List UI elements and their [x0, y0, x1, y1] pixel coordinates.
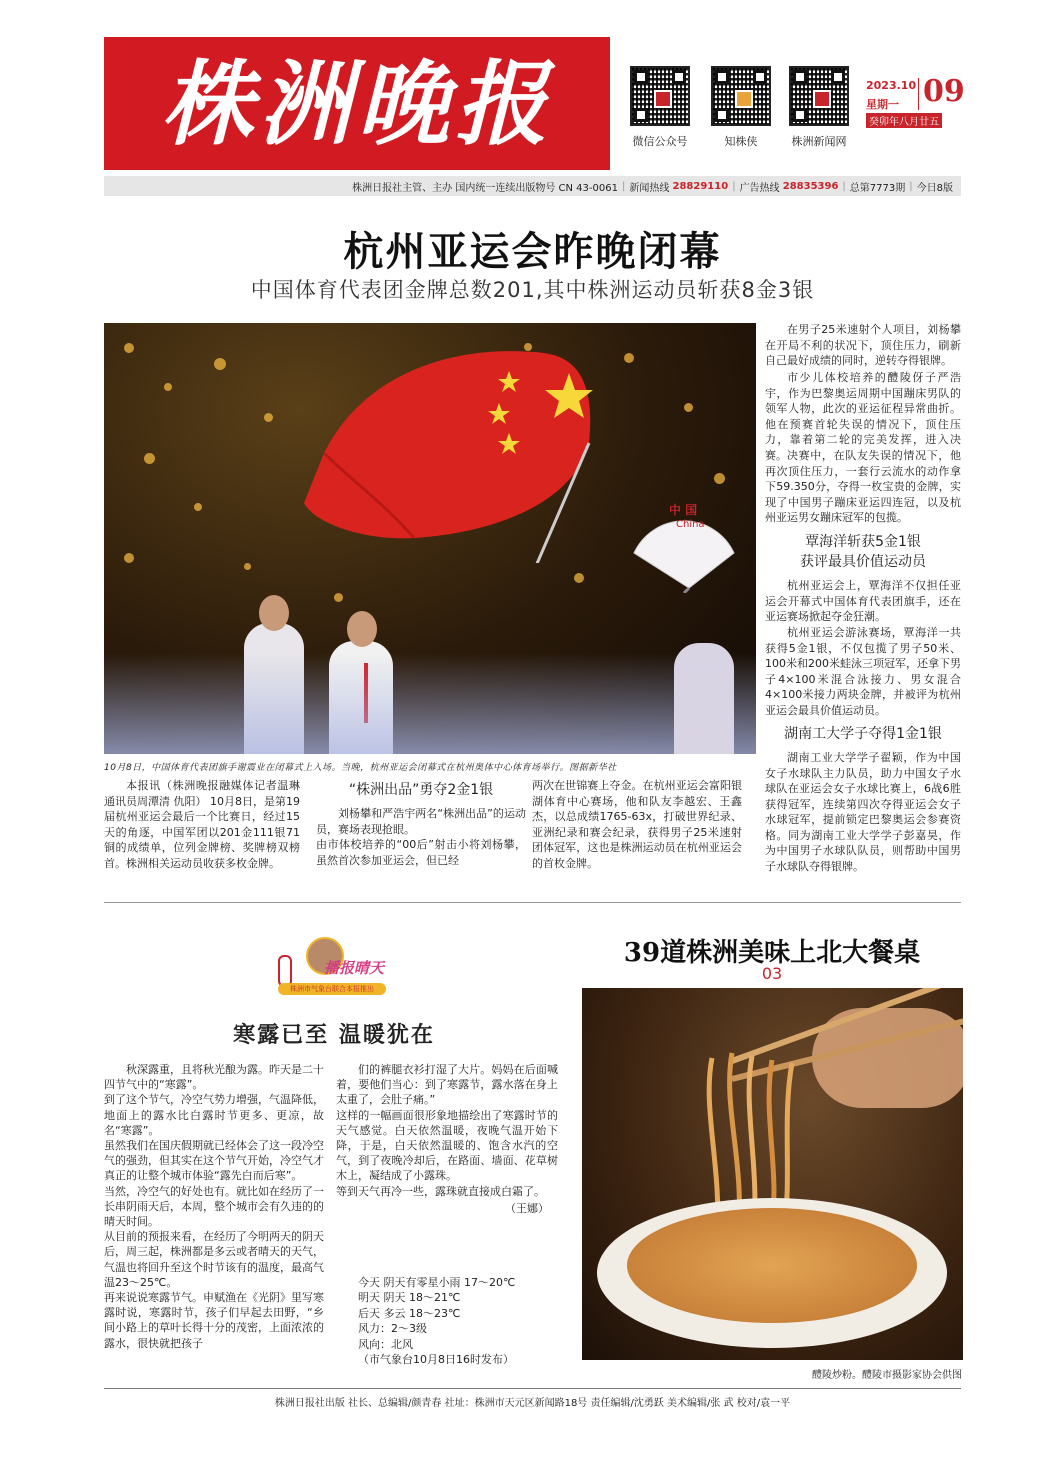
- weather-byline: （王娜）: [505, 1202, 549, 1215]
- food-photo-caption: 醴陵炒粉。醴陵市摄影家协会供图: [812, 1370, 962, 1381]
- section-divider: [104, 902, 961, 903]
- weather-col2: 们的裤腿衣衫打湿了大片。妈妈在后面喊着，要他们当心：到了寒露节，露水落在身上太重了，会肚子痛。” 这样的一幅画面很形象地描绘出了寒露时节的天气感觉。白天依然温暖，夜晚气温开始下降，于是，白天依然温暖的、饱含水汽的空气，到了夜晚冷却后，在路面、墙面、花草树木上，凝结成了小露珠。 等到天气再冷一些，露珠就直接成白霜了。: [336, 1063, 558, 1198]
- main-headline: 杭州亚运会昨晚闭幕: [343, 229, 722, 275]
- article-col3: 两次在世锦赛上夺金。在杭州亚运会富阳银湖体育中心赛场，他和队友李越宏、王鑫杰，以总成绩1765-63x，打破世界纪录、亚洲纪录和赛会纪录，获得男子25米速射团体冠军，这也是株洲运动员在杭州亚运会的首枚金牌。: [532, 779, 742, 870]
- qr-label-wechat: 微信公众号: [632, 135, 688, 148]
- weather-column-logo: [270, 935, 390, 997]
- china-flag-icon: [294, 333, 604, 563]
- qr-label-zhizhuxia: 知株侠: [724, 135, 758, 148]
- crowd-blur: [104, 653, 756, 754]
- article-lead: 本报讯（株洲晚报融媒体记者温琳 通讯员周潭清 仇阳） 10月8日，是第19届杭州亚运会最后一个比赛日，经过15天的角逐，中国军团以201金111银71铜的成绩单，位列金牌榜、奖牌榜双榜首。株洲相关运动员收获多枚金牌。: [104, 779, 300, 870]
- article-right-p4: 杭州亚运会上，覃海洋不仅担任亚运会开幕式中国体育代表团旗手，还在亚运赛场掀起夺金狂潮。: [765, 579, 961, 623]
- closing-ceremony-photo: [104, 323, 756, 754]
- sub-headline: 中国体育代表团金牌总数201,其中株洲运动员斩获8金3银: [250, 278, 815, 302]
- qr-code-zhizhuxia[interactable]: [711, 66, 771, 126]
- article-right-p1: 在男子25米速射个人项目，刘杨攀在开局不利的状况下，顶住压力，刷新自己最好成绩的同时，逆转夺得银牌。: [765, 323, 961, 367]
- weather-col1: 秋深露重，且将秋光酿为露。昨天是二十四节气中的“寒露”。 到了这个节气，冷空气势力增强，气温降低，地面上的露水比白露时节更多、更凉，故名“寒露”。 虽然我们在国庆假期就已经体会了这一段冷空气的强劲，但其实在这个节气开始，冷空气才真正的让整个城市体验“露先白而后寒”。 当然，冷空气的好处也有。就比如在经历了一长串阴雨天后，本周，整个城市会有久违的的晴天时间。 从目前的预报来看，在经历了今明两天的阴天后，周三起，株洲都是多云或者晴天的天气，气温也将回升至这个时节该有的温度，最高气温23～25℃。 再来说说寒露节气。申赋渔在《光阴》里写寒露时说，寒露时节，孩子们早起去田野，“乡间小路上的草叶长得十分的茂密，上面浓浓的露水，很快就把孩子: [104, 1063, 324, 1350]
- masthead-banner: [104, 37, 610, 170]
- article-right-p2: 市少儿体校培养的醴陵伢子严浩宇，作为巴黎奥运周期中国蹦床男队的领军人物，此次的亚运征程异常曲折。他在预赛首轮失误的情况下，顶住压力，靠着第二轮的完美发挥，进入决赛。: [765, 371, 961, 462]
- fan-icon: [624, 483, 744, 593]
- section-head-hut: 湖南工大学子夺得1金1银: [784, 726, 942, 742]
- qr-label-news-site: 株洲新闻网: [791, 135, 847, 148]
- weather-logo-text: 播报晴天: [323, 959, 384, 977]
- weather-headline: 寒露已至 温暖犹在: [233, 1023, 435, 1048]
- forecast-today: 今天 阴天有零星小雨 17～20℃: [358, 1276, 516, 1289]
- issue-date: 2023.10: [866, 79, 917, 92]
- food-page-ref[interactable]: 03: [761, 964, 783, 983]
- ad-hotline-label: 广告热线: [739, 182, 780, 194]
- photo-caption: 10月8日，中国体育代表团旗手谢震业在闭幕式上入场。当晚，杭州亚运会闭幕式在杭州奥体中心体育场举行。图据新华社: [104, 763, 617, 773]
- forecast-wind-force: 风力：2～3级: [358, 1322, 427, 1336]
- ad-hotline: 28835396: [782, 180, 839, 192]
- qr-code-wechat[interactable]: [630, 66, 690, 126]
- flagbearer-head: [347, 611, 377, 647]
- article-right-p6: 湖南工业大学学子翟颖，作为中国女子水球队主力队员，助力中国女子水球队在亚运会女子水球比赛上，6战6胜获得冠军，连续第四次夺得亚运会女子水球冠军，提前锁定巴黎奥运会参赛资格。同为湖南工业大学学子彭嘉昊，作为中国男子水球队队员，则帮助中国男子水球队夺得银牌。: [765, 751, 961, 873]
- footer-credits: 株洲日报社出版 社长、总编辑/颜青春 社址：株洲市天元区新闻路18号 责任编辑/沈勇跃 美术编辑/张 武 校对/袁一平: [274, 1398, 791, 1409]
- news-hotline: 28829110: [672, 180, 729, 192]
- lunar-date: 癸卯年八月廿五: [866, 113, 942, 128]
- footer-divider: [104, 1388, 961, 1389]
- publisher-info: 株洲日报社主管、主办 国内统一连续出版物号 CN 43-0061: [352, 182, 618, 194]
- weather-logo-sub: 株洲市气象台联合本报推出: [278, 983, 386, 995]
- issue-number: 总第7773期: [849, 182, 906, 194]
- section-head-zhuzhou: “株洲出品”勇夺2金1银: [348, 782, 494, 798]
- page-number: 09: [923, 74, 965, 109]
- fan-bearer-figure: [674, 643, 734, 754]
- forecast-day-after: 后天 多云 18～23℃: [358, 1306, 461, 1320]
- forecast-source: （市气象台10月8日16时发布）: [358, 1353, 514, 1367]
- article-right-p5: 杭州亚运会游泳赛场，覃海洋一共获得5金1银，不仅包揽了男子50米、100米和200米蛙泳三项冠军，还拿下男子4×100米混合泳接力、男女混合4×100米接力两块金牌，并被评为杭州亚运会最具价值运动员。: [765, 626, 961, 717]
- noodle-pile: [627, 1208, 917, 1323]
- forecast-tomorrow: 明天 阴天 18～21℃: [358, 1291, 461, 1305]
- issue-weekday: 星期一: [866, 98, 899, 111]
- newspaper-title: 株洲晚报: [160, 49, 553, 158]
- section-head-qin-b: 获评最具价值运动员: [800, 554, 926, 570]
- article-col2: 刘杨攀和严浩宇两名“株洲出品”的运动员，赛场表现抢眼。 由市体校培养的“00后”射击小将刘杨攀，虽然首次参加亚运会，但已经: [316, 807, 526, 867]
- info-bar: 株洲日报社主管、主办 国内统一连续出版物号 CN 43-0061 | 新闻热线 28829110 | 广告热线 28835396 | 总第7773期 | 今日8版: [104, 176, 961, 196]
- fan-text-en: China: [676, 519, 705, 530]
- fan-text-cn: 中 国: [669, 503, 698, 517]
- fried-noodles-photo: [582, 988, 963, 1360]
- date-divider: [918, 78, 919, 110]
- food-headline[interactable]: 39道株洲美味上北大餐桌: [623, 938, 921, 968]
- article-right-p3: 决赛中，在队友失误的情况下，他再次顶住压力，一套行云流水的动作拿下59.350分，夺得一枚宝贵的金牌，实现了中国男子蹦床亚运四连冠，以及杭州亚运男女蹦床冠军的包揽。: [765, 449, 961, 524]
- forecast-list: [358, 1275, 568, 1367]
- section-head-qin-a: 覃海洋斩获5金1银: [805, 534, 921, 550]
- forecast-wind-direction: 风向：北风: [358, 1337, 413, 1351]
- person-head: [259, 595, 289, 631]
- news-hotline-label: 新闻热线: [629, 182, 670, 194]
- qr-code-news-site[interactable]: [789, 66, 849, 126]
- page-count: 今日8版: [916, 182, 953, 194]
